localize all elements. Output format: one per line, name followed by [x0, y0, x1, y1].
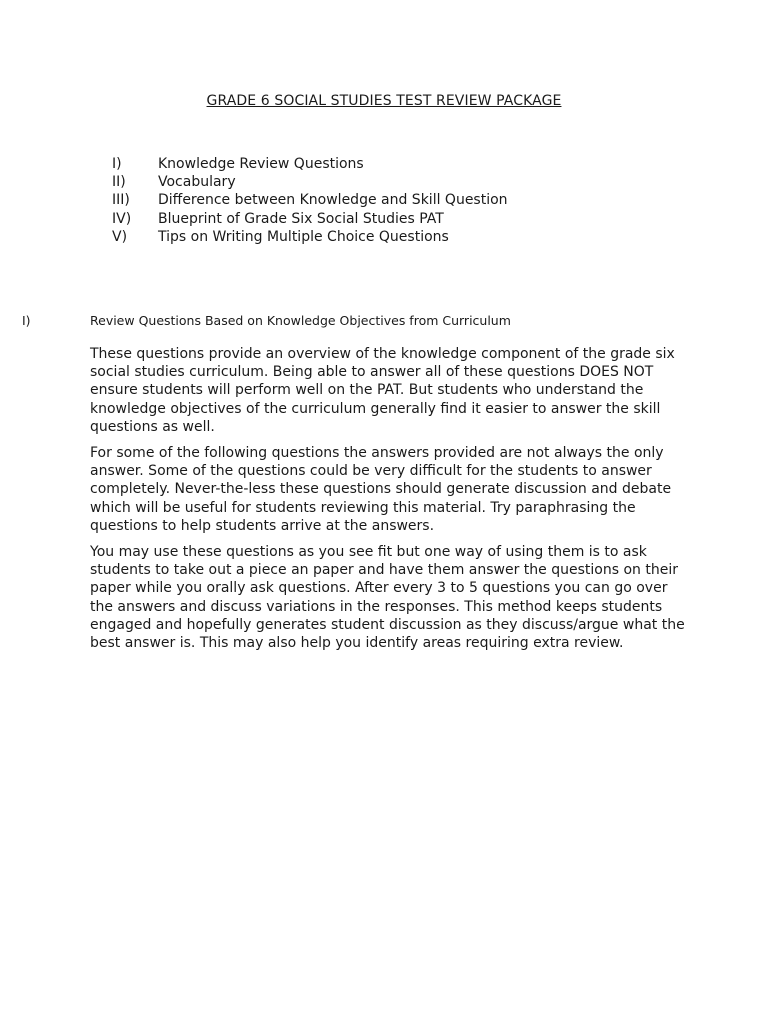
toc-item — [112, 191, 508, 209]
table-of-contents — [112, 155, 508, 246]
toc-item-label: Difference between Knowledge and Skill Question — [158, 192, 508, 209]
section-number: I) — [22, 313, 31, 328]
toc-item-label: Vocabulary — [158, 174, 236, 191]
toc-item-number: II) — [112, 174, 126, 191]
toc-item — [112, 155, 508, 173]
toc-item — [112, 173, 508, 191]
toc-item-number: III) — [112, 192, 130, 209]
page-title: GRADE 6 SOCIAL STUDIES TEST REVIEW PACKAGE — [206, 93, 562, 109]
toc-item — [112, 228, 508, 246]
paragraph: You may use these questions as you see fit but one way of using them is to ask students to take out a piece an paper and have them answer the questions on their paper while you orally ask questions. After every 3 to 5 questions you can go over the answers and discuss variations in the responses. This method keeps students engaged and hopefully generates student discussion as they discuss/argue what the best answer is. This may also help you identify areas requiring extra review. — [90, 544, 685, 652]
toc-item — [112, 210, 508, 228]
toc-item-number: I) — [112, 156, 122, 172]
paragraph: These questions provide an overview of the knowledge component of the grade six social studies curriculum. Being able to answer all of these questions DOES NOT ensure students will perform well on the PAT. But students who understand the knowledge objectives of the curriculum generally find it easier to answer the skill questions as well. — [90, 346, 675, 435]
section-heading: Review Questions Based on Knowledge Objectives from Curriculum — [90, 313, 511, 328]
toc-item-label: Knowledge Review Questions — [158, 156, 364, 172]
section-body — [90, 345, 690, 660]
paragraph: For some of the following questions the answers provided are not always the only answer. Some of the questions could be very difficult for the students to answer completely. Never-the-less these questions should generate discussion and debate which will be useful for students reviewing this material. Try paraphrasing the questions to help students arrive at the answers. — [90, 445, 672, 534]
toc-item-number: IV) — [112, 210, 132, 227]
toc-item-label: Tips on Writing Multiple Choice Questions — [158, 228, 449, 245]
toc-item-number: V) — [112, 228, 128, 245]
toc-item-label: Blueprint of Grade Six Social Studies PAT — [158, 210, 444, 227]
